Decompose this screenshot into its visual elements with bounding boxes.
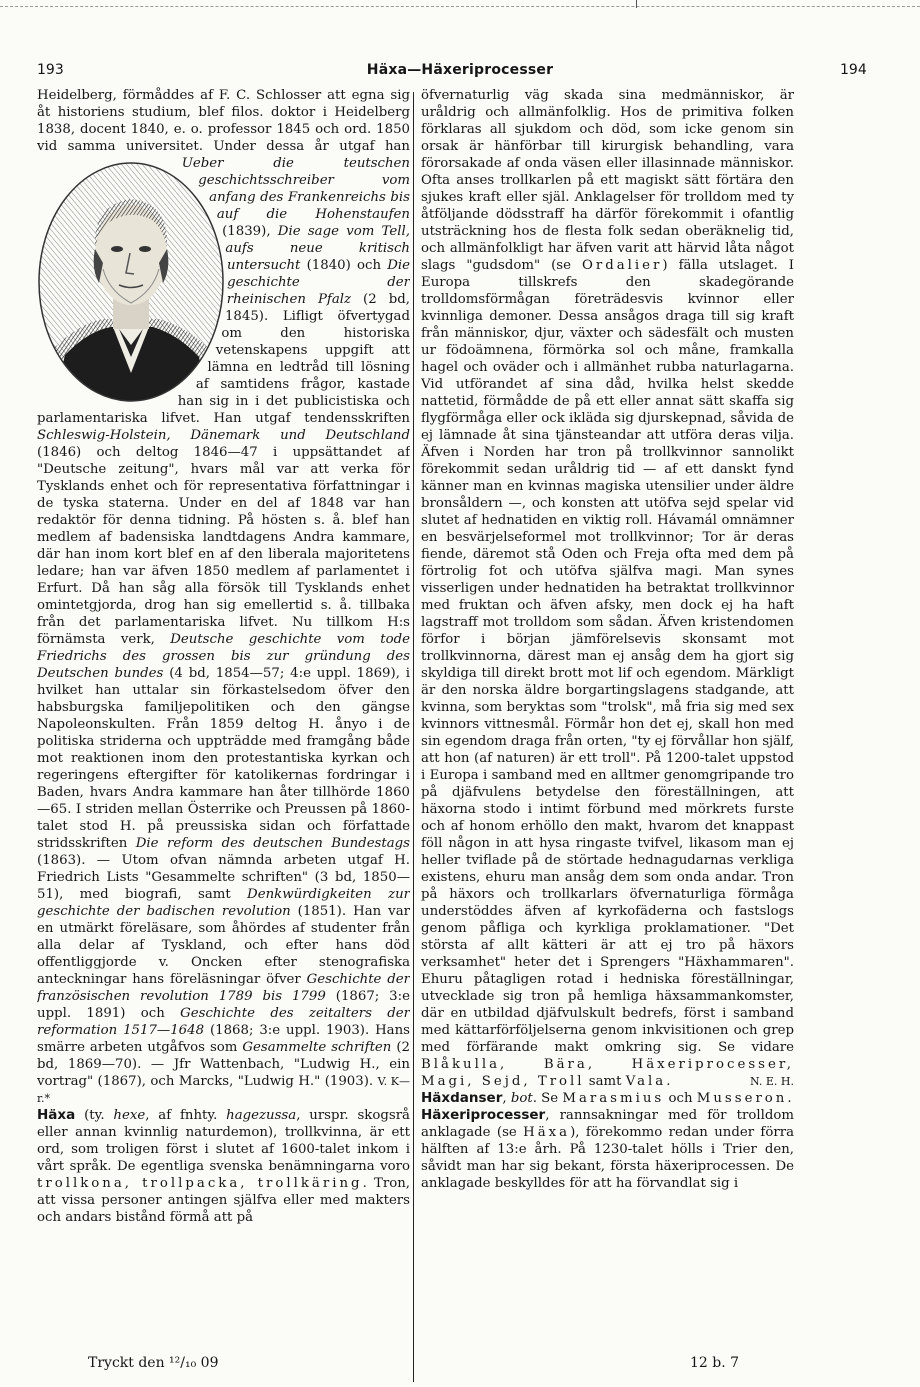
page-number-right: 194 [840,62,867,78]
text-run: och [664,1091,697,1106]
text-run: (2 bd, 1845). Lifligt öfvertygad om den historiska vetenskapens uppgift att lämna en ledtråd till lösning af samtidens frågor, kastade han sig in i det publicistiska och parlamentariska lifvet. Han utgaf tendensskriften [37,292,410,426]
spaced-crossref: Vala [625,1074,667,1089]
work-title: Geschichte des zeitalters der reformation 1517—1648 [37,1006,410,1038]
entry-headword: Häxdanser [421,1090,503,1106]
text-run: (ty. [75,1108,114,1123]
print-date: Tryckt den ¹²/₁₀ 09 [88,1355,219,1371]
page-number-left: 193 [37,62,64,78]
work-title: Die sage vom Tell, aufs neue kritisch untersucht [225,224,410,273]
entry-haxeriprocesser [421,1107,794,1192]
text-run: , [502,1091,511,1106]
spaced-crossref: Marasmius [562,1091,665,1106]
column-divider [413,92,414,1382]
sheet-signature: 12 b. 7 [690,1355,740,1371]
text-run: ), förekommo redan under förra hälften af 13:e årh. På 1230-talet hölls i Trier den, såvidt man har sig bekant, första häxeriprocessen. De anklagade beskylldes för att ha förvandlat sig i [421,1125,794,1191]
text-run: (2 bd, 1869—70). — Jfr Wattenbach, "Ludwig H., ein vortrag" (1867), och Marcks, "Ludwig H." (1903). [37,1040,410,1089]
top-tick-mark [636,0,637,8]
entry-haxdanser [421,1090,794,1107]
top-border-line [0,6,920,8]
text-run: (1839), [222,224,278,239]
text-run: , af fnhty. [145,1108,227,1123]
entry-haxa [37,1107,410,1226]
spaced-terms: trollkona, trollpacka, trollkäring [37,1176,363,1191]
work-title: Geschichte der französischen revolution 1789 bis 1799 [37,972,410,1004]
portrait-engraving [37,159,229,405]
work-title: Gesammelte schriften [242,1040,392,1055]
work-title: Schleswig-Holstein, Dänemark und Deutschland [37,428,410,443]
text-run: öfvernaturlig väg skada sina medmänniskor, är uråldrig och allmänfolklig. Hos de primitiva folken förklaras all sjukdom och död, som icke genom sin orsak är hänförbar till kirurgisk behandling, vara förorsakade af onda väsen eller illasinnade människor. Ofta anses trollkarlen på ett magiskt sätt förtära den sjukes kraft eller själ. Anklagelser för trolldom med ty åtföljande dödsstraff ha därför förekommit i ofantlig utsträckning hos de flesta folk sedan oberäknelig tid, och allmänfolkligt har äfven varit att härvid låta något slags "gudsdom" (se [421,88,794,273]
text-run: (1863). — Utom ofvan nämnda arbeten utgaf H. Friedrich Lists "Gesammelte schriften" (3 bd, 1850—51), med biografi, samt [37,853,410,902]
work-title: Die geschichte der rheinischen Pfalz [226,258,410,307]
entry-headword: Häxeriprocesser [421,1107,546,1123]
spaced-crossref: Blåkulla, Bära, Häxeriprocesser, Magi, Sejd, Troll [421,1057,794,1089]
text-run: . [787,1091,792,1106]
author-signature: N. E. H. [749,1075,794,1088]
text-run: (1851). Han var en utmärkt föreläsare, som åhördes af studenter från alla delar af Tyskland, och efter hans död offentliggjorde v. Oncken efter stenografiska anteckningar hans föreläsningar öfver [37,904,410,987]
spaced-crossref: Häxa [523,1125,571,1140]
page-title: Häxa—Häxeriprocesser [366,62,554,78]
text-run: (4 bd, 1854—57; 4:e uppl. 1869), i hvilket han uttalar sin förkastelsedom öfver den habsburgska familjepolitiken och den gängse Napoleonskulten. Från 1859 deltog H. ånyo i de politiska striderna och uppträdde med framgång både mot reaktionen inom den protestantiska kyrkan och regeringens eftergifter för katolikernas fordringar i Baden, hvars Andra kammare han åter tillhörde 1860—65. I striden mellan Österrike och Preussen på 1860-talet stod H. på preussiska sidan och författade stridsskriften [37,666,410,851]
entry-haeusser-continued [37,87,410,1107]
work-title: Denkwürdigkeiten zur geschichte der badischen revolution [37,887,410,919]
foreign-word: hagezussa [226,1108,297,1123]
text-run: (1840) och [300,258,388,273]
text-run: (1846) och deltog 1846—47 i uppsättandet af "Deutsche zeitung", hvars mål var att verka för Tysklands enhet och för representativa författningar i de tyska staterna. Under en del af 1848 var han redaktör för denna tidning. På hösten s. å. blef han medlem af badensiska landtdagens Andra kammare, där han inom kort blef en af den liberala majoritetens ledare; han var äfven 1850 medlem af parlamentet i Erfurt. Då han såg alla försök till Tysklands enhet omintetgjorda, drog han sig emellertid s. å. tillbaka från det parlamentariska lifvet. Nu tillkom H:s förnämsta verk, [37,445,410,647]
entry-headword: Häxa [37,1107,76,1123]
work-title: Die reform des deutschen Bundestags [135,836,410,851]
text-run: Heidelberg, förmåddes af F. C. Schlosser att egna sig åt historiens studium, blef filos. doktor i Heidelberg 1838, docent 1840, e. o. professor 1845 och ord. 1850 vid samma universitet. Under dessa år utgaf han [37,88,410,154]
text-run: samt [584,1074,626,1089]
text-run: (1868; 3:e uppl. 1903). Hans smärre arbeten utgåfvos som [37,1023,410,1055]
text-run: Se [536,1091,563,1106]
author-signature: V. K—r.* [37,1075,410,1105]
spaced-crossref: Ordalier [581,258,663,273]
abbreviation: bot. [510,1091,537,1106]
text-run: . Tron, att vissa personer antingen själfva eller med makters och andars bistånd förmå att på [37,1176,410,1225]
foreign-word: hexe [113,1108,146,1123]
right-column [421,87,794,1325]
entry-haxa-continued: öfvernaturlig väg skada sina medmänniskor, är uråldrig och allmänfolklig. Hos de primitiva folken förklaras all sjukdom och död, som icke genom sin orsak är hänförbar till kirurgisk behandling, vara förorsakade af onda väsen eller illasinnade människor. Ofta anses trollkarlen på ett magiskt sätt förtära den sjukes kraft eller själ. Anklagelser för trolldom med ty åtföljande dödsstraff ha därför förekommit i ofantlig utsträckning hos de flesta folk sedan oberäknelig tid, och allmänfolkligt har äfven varit att härvid låta något slags "gudsdom" (se Ordalier) fälla utslaget. I Europa tillskrefs den skadegörande trolldomsförmågan företrädesvis kvinnor eller kvinnliga demoner. Dessa ansågos draga till sig kraft från människor, djur, växter och sädesfält och musten ur födoämnena, förmörka sol och måne, framkalla hagel och oväder och i allmänhet rubba naturlagarna. Vid utförandet af sina dåd, hvilka helst skedde nattetid, förmådde de på ett eller annat sätt skaffa sig flygförmåga eller ock ikläda sig djurskepnad, såvida de ej lämnade åt sina tjänsteandar att utföra deras vilja. Äfven i Norden har tron på trollkvinnor sannolikt förekommit sedan uråldrig tid — af ett danskt fynd känner man en kvinnas magiska utensilier under äldre bronsåldern —, och konsten att utöfva sejd spelar vid slutet af hednatiden en viktig roll. Hávamál omnämner en besvärjelseformel mot trollkvinnor; Tor är deras fiende, däremot stå Oden och Freja ofta med dem på förtrolig fot och utöfva själfva magi. Man synes visserligen under hednatiden ha betraktat trollkvinnor med fruktan och äfven afsky, men dock ej ha haft lagstraff mot trolldom som sådan. Äfven kristendomen förfor i början jämförelsevis skonsamt mot trollkvinnorna, därest man ej ansåg dem ha gjort sig skyldiga till direkt brott mot lif och egendom. Märkligt är den norska äldre borgartingslagens stadgande, att kvinna, som beryktas som "trolsk", må fria sig med sex kvinnors vittnesmål. Förmår hon det ej, skall hon med sin egendom draga från orten, "ty ej förvållar hon själf, att hon (af naturen) är ett troll". På 1200-talet uppstod i Europa i samband med en alltmer genomgripande tro på djäfvulens betydelse den föreställningen, att häxorna stodo i intimt förbund med mörkrets furste och af honom erhöllo den makt, hvarom det knappast föll någon in att hysa ringaste tvifvel, likasom man ej heller tviflade på de störtade hednagudarnas verkliga existens, ehuru man ansåg dem som onda andar. Tron på häxors och trollkarlars öfvernaturliga förmåga understöddes äfven af kyrkofäderna och fastslogs genom påfliga och kyrkliga proklamationer. "Det största af allt kätteri är att ej tro på häxors verksamhet" heter det i Sprengers "Häxhammaren". Ehuru påtagligen rotad i hedniska föreställningar, utvecklade sig tron på hemliga häxsammankomster, där en utbildad djäfvulskult bedrefs, först i samband med kättarförföljelserna genom inkvisitionen och grep med förfärande makt omkring sig. Se vidare Blåkulla, Bära, Häxeriprocesser, Magi, Sejd, Troll samt Vala. N. E. H. [421,88,794,1089]
text-run: (1867; 3:e uppl. 1891) och [37,989,410,1021]
text-run: , rannsakningar med för trolldom anklagade (se [421,1108,794,1140]
work-title: Deutsche geschichte vom tode Friedrichs des grossen bis zur gründung des Deutschen bundes [37,632,410,681]
text-run: , urspr. skogsrå eller annan kvinnlig naturdemon), trollkvinna, är ett ord, som troligen först i slutet af 1600-talet inkom i vårt språk. De egentliga svenska benämningarna voro [37,1108,410,1174]
spaced-crossref: Musseron [696,1091,788,1106]
work-title: Ueber die teutschen geschichtsschreiber vom anfang des Frankenreichs bis auf die Hohenstaufen [181,156,410,222]
left-column [37,87,410,1325]
text-run: ) fälla utslaget. I Europa tillskrefs den skadegörande trolldomsförmågan företrädesvis kvinnor eller kvinnliga demoner. Dessa ansågos draga till sig kraft från människor, djur, växter och sädesfält och musten ur födoämnena, förmörka sol och måne, framkalla hagel och oväder och i allmänhet rubba naturlagarna. Vid utförandet af sina dåd, hvilka helst skedde nattetid, förmådde de på ett eller annat sätt skaffa sig flygförmåga eller ock ikläda sig djurskepnad, såvida de ej lämnade åt sina tjänsteandar att utföra deras vilja. Äfven i Norden har tron på trollkvinnor sannolikt förekommit sedan uråldrig tid — af ett danskt fynd känner man en kvinnas magiska utensilier under äldre bronsåldern —, och konsten att utöfva sejd spelar vid slutet af hednatiden en viktig roll. Hávamál omnämner en besvärjelseformel mot trollkvinnor; Tor är deras fiende, däremot stå Oden och Freja ofta med dem på förtrolig fot och utöfva själfva magi. Man synes visserligen under hednatiden ha betraktat trollkvinnor med fruktan och äfven afsky, men dock ej ha haft lagstraff mot trolldom som sådan. Äfven kristendomen förfor i början jämförelsevis skonsamt mot trollkvinnorna, därest man ej ansåg dem ha gjort sig skyldiga till direkt brott mot lif och egendom. Märkligt är den norska äldre borgartingslagens stadgande, att kvinna, som beryktas som "trolsk", må fria sig med sex kvinnors vittnesmål. Förmår hon det ej, skall hon med sin egendom draga från orten, "ty ej förvållar hon själf, att hon (af naturen) är ett troll". På 1200-talet uppstod i Europa i samband med en alltmer genomgripande tro på djäfvulens betydelse den föreställningen, att häxorna stodo i intimt förbund med mörkrets furste och af honom erhöllo den makt, hvarom det knappast föll någon in att hysa ringaste tvifvel, likasom man ej heller tviflade på de störtade hednagudarnas verkliga existens, ehuru man ansåg dem som onda andar. Tron på häxors och trollkarlars öfvernaturliga förmåga understöddes äfven af kyrkofäderna och fastslogs genom påfliga och kyrkliga proklamationer. "Det största af allt kätteri är att ej tro på häxors verksamhet" heter det i Sprengers "Häxhammaren". Ehuru påtagligen rotad i hedniska föreställningar, utvecklade sig tron på hemliga häxsammankomster, där en utbildad djäfvulskult bedrefs, först i samband med kättarförföljelserna genom inkvisitionen och grep med förfärande makt omkring sig. Se vidare [421,258,794,1055]
